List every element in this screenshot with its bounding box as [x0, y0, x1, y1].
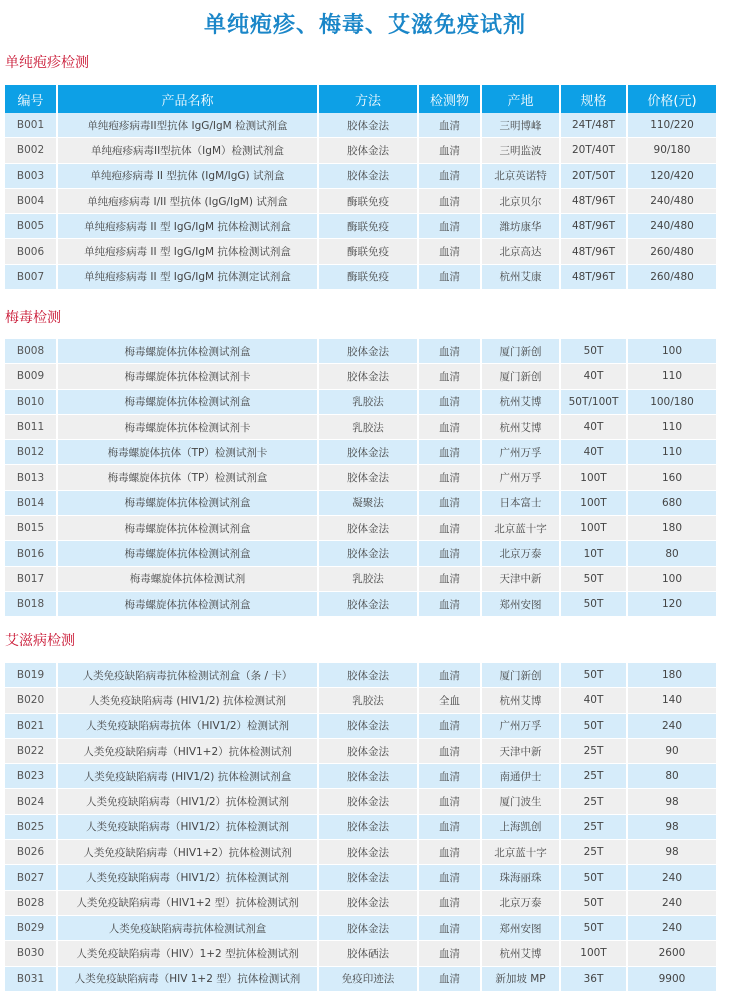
cell-price: 260/480: [628, 239, 718, 264]
cell-origin: 郑州安图: [482, 916, 561, 941]
cell-specimen: 血清: [419, 865, 482, 890]
cell-specimen: 血清: [419, 764, 482, 789]
cell-origin: 厦门新创: [482, 364, 561, 389]
cell-id: B001: [5, 113, 58, 138]
cell-method: 胶体金法: [319, 592, 419, 617]
cell-specimen: 血清: [419, 113, 482, 138]
cell-product-name: 单纯疱疹病毒 II 型抗体 (IgM/IgG) 试剂盒: [58, 164, 319, 189]
cell-price: 240/480: [628, 214, 718, 239]
cell-specimen: 血清: [419, 364, 482, 389]
cell-spec: 50T: [561, 663, 628, 688]
cell-origin: 杭州艾博: [482, 941, 561, 966]
cell-spec: 25T: [561, 789, 628, 814]
cell-origin: 天津中新: [482, 739, 561, 764]
cell-product-name: 人类免疫缺陷病毒（HIV 1+2 型）抗体检测试剂: [58, 967, 319, 992]
header-id: 编号: [5, 85, 58, 113]
cell-price: 140: [628, 688, 718, 713]
cell-price: 120/420: [628, 164, 718, 189]
cell-product-name: 单纯疱疹病毒 II 型 IgG/IgM 抗体检测试剂盒: [58, 214, 319, 239]
cell-origin: 杭州艾博: [482, 415, 561, 440]
cell-origin: 三明监波: [482, 138, 561, 163]
cell-id: B005: [5, 214, 58, 239]
cell-price: 110: [628, 440, 718, 465]
table-row: [5, 840, 718, 865]
table-row: [5, 364, 718, 389]
cell-product-name: 梅毒螺旋体抗体检测试剂盒: [58, 390, 319, 415]
cell-id: B029: [5, 916, 58, 941]
cell-spec: 40T: [561, 440, 628, 465]
cell-origin: 广州万孚: [482, 440, 561, 465]
table-row: [5, 567, 718, 592]
table-row: [5, 113, 718, 138]
cell-id: B028: [5, 891, 58, 916]
cell-product-name: 人类免疫缺陷病毒（HIV1/2）抗体检测试剂: [58, 815, 319, 840]
cell-origin: 郑州安图: [482, 592, 561, 617]
cell-method: 胶体金法: [319, 364, 419, 389]
table-header-row: [5, 85, 718, 113]
cell-price: 180: [628, 516, 718, 541]
cell-product-name: 人类免疫缺陷病毒抗体（HIV1/2）检测试剂: [58, 714, 319, 739]
cell-id: B004: [5, 189, 58, 214]
cell-spec: 50T: [561, 592, 628, 617]
cell-specimen: 血清: [419, 491, 482, 516]
cell-method: 胶体金法: [319, 339, 419, 364]
cell-specimen: 血清: [419, 164, 482, 189]
section-title-aids: 艾滋病检测: [5, 633, 75, 649]
header-price: 价格(元): [628, 85, 718, 113]
cell-method: 胶体金法: [319, 815, 419, 840]
cell-specimen: 血清: [419, 189, 482, 214]
cell-product-name: 单纯疱疹病毒II型抗体 IgG/IgM 检测试剂盒: [58, 113, 319, 138]
cell-method: 胶体金法: [319, 465, 419, 490]
cell-id: B024: [5, 789, 58, 814]
cell-product-name: 梅毒螺旋体抗体检测试剂卡: [58, 415, 319, 440]
aids-table: [5, 663, 718, 992]
cell-product-name: 人类免疫缺陷病毒（HIV）1+2 型抗体检测试剂: [58, 941, 319, 966]
header-origin: 产地: [482, 85, 561, 113]
cell-method: 胶体金法: [319, 764, 419, 789]
cell-product-name: 梅毒螺旋体抗体检测试剂盒: [58, 592, 319, 617]
cell-id: B003: [5, 164, 58, 189]
cell-spec: 50T/100T: [561, 390, 628, 415]
cell-origin: 北京高达: [482, 239, 561, 264]
cell-price: 80: [628, 764, 718, 789]
cell-price: 9900: [628, 967, 718, 992]
cell-specimen: 血清: [419, 138, 482, 163]
cell-origin: 杭州艾康: [482, 265, 561, 290]
cell-product-name: 人类免疫缺陷病毒 (HIV1/2) 抗体检测试剂: [58, 688, 319, 713]
cell-method: 胶体金法: [319, 840, 419, 865]
cell-specimen: 血清: [419, 239, 482, 264]
table-row: [5, 214, 718, 239]
cell-id: B019: [5, 663, 58, 688]
cell-origin: 杭州艾博: [482, 688, 561, 713]
cell-specimen: 血清: [419, 891, 482, 916]
cell-method: 酶联免疫: [319, 189, 419, 214]
cell-origin: 天津中新: [482, 567, 561, 592]
cell-spec: 25T: [561, 815, 628, 840]
cell-product-name: 梅毒螺旋体抗体检测试剂盒: [58, 516, 319, 541]
hsv-table: [5, 85, 718, 290]
header-method: 方法: [319, 85, 419, 113]
syphilis-table: [5, 339, 718, 617]
cell-id: B023: [5, 764, 58, 789]
cell-spec: 100T: [561, 491, 628, 516]
cell-method: 酶联免疫: [319, 214, 419, 239]
cell-specimen: 全血: [419, 688, 482, 713]
cell-price: 90/180: [628, 138, 718, 163]
cell-specimen: 血清: [419, 592, 482, 617]
cell-product-name: 梅毒螺旋体抗体检测试剂盒: [58, 339, 319, 364]
cell-origin: 厦门波生: [482, 789, 561, 814]
cell-price: 110: [628, 415, 718, 440]
cell-spec: 48T/96T: [561, 189, 628, 214]
header-product-name: 产品名称: [58, 85, 319, 113]
cell-id: B007: [5, 265, 58, 290]
cell-spec: 50T: [561, 891, 628, 916]
cell-id: B030: [5, 941, 58, 966]
table-row: [5, 688, 718, 713]
cell-id: B002: [5, 138, 58, 163]
cell-id: B015: [5, 516, 58, 541]
cell-spec: 100T: [561, 516, 628, 541]
section-title-syphilis: 梅毒检测: [5, 310, 61, 326]
cell-price: 240: [628, 891, 718, 916]
cell-product-name: 梅毒螺旋体抗体检测试剂卡: [58, 364, 319, 389]
cell-method: 凝聚法: [319, 491, 419, 516]
cell-spec: 40T: [561, 364, 628, 389]
cell-product-name: 梅毒螺旋体抗体检测试剂: [58, 567, 319, 592]
table-row: [5, 815, 718, 840]
table-row: [5, 663, 718, 688]
cell-price: 240: [628, 916, 718, 941]
cell-method: 胶体硒法: [319, 941, 419, 966]
cell-specimen: 血清: [419, 967, 482, 992]
cell-specimen: 血清: [419, 541, 482, 566]
cell-spec: 25T: [561, 739, 628, 764]
table-row: [5, 465, 718, 490]
table-row: [5, 339, 718, 364]
table-row: [5, 440, 718, 465]
header-specimen: 检测物: [419, 85, 482, 113]
cell-method: 胶体金法: [319, 164, 419, 189]
cell-origin: 北京蓝十字: [482, 516, 561, 541]
cell-price: 680: [628, 491, 718, 516]
cell-price: 80: [628, 541, 718, 566]
cell-origin: 上海凯创: [482, 815, 561, 840]
cell-specimen: 血清: [419, 415, 482, 440]
table-row: [5, 941, 718, 966]
cell-price: 240: [628, 865, 718, 890]
cell-specimen: 血清: [419, 739, 482, 764]
table-row: [5, 865, 718, 890]
cell-price: 98: [628, 789, 718, 814]
cell-method: 乳胶法: [319, 415, 419, 440]
cell-price: 98: [628, 815, 718, 840]
cell-spec: 25T: [561, 840, 628, 865]
cell-origin: 北京万泰: [482, 891, 561, 916]
cell-spec: 100T: [561, 465, 628, 490]
cell-method: 胶体金法: [319, 891, 419, 916]
cell-method: 胶体金法: [319, 541, 419, 566]
cell-product-name: 人类免疫缺陷病毒（HIV1+2）抗体检测试剂: [58, 840, 319, 865]
cell-origin: 北京英诺特: [482, 164, 561, 189]
cell-method: 免疫印迹法: [319, 967, 419, 992]
cell-spec: 25T: [561, 764, 628, 789]
cell-id: B031: [5, 967, 58, 992]
cell-product-name: 人类免疫缺陷病毒（HIV1+2）抗体检测试剂: [58, 739, 319, 764]
cell-id: B008: [5, 339, 58, 364]
cell-product-name: 梅毒螺旋体抗体检测试剂盒: [58, 541, 319, 566]
table-row: [5, 891, 718, 916]
cell-id: B014: [5, 491, 58, 516]
cell-product-name: 单纯疱疹病毒 I/II 型抗体 (IgG/IgM) 试剂盒: [58, 189, 319, 214]
cell-method: 胶体金法: [319, 865, 419, 890]
cell-spec: 48T/96T: [561, 214, 628, 239]
cell-spec: 48T/96T: [561, 265, 628, 290]
cell-specimen: 血清: [419, 663, 482, 688]
table-row: [5, 714, 718, 739]
cell-method: 胶体金法: [319, 440, 419, 465]
cell-spec: 20T/40T: [561, 138, 628, 163]
cell-product-name: 梅毒螺旋体抗体检测试剂盒: [58, 491, 319, 516]
page-title: 单纯疱疹、梅毒、艾滋免疫试剂: [203, 13, 526, 38]
cell-origin: 广州万孚: [482, 465, 561, 490]
cell-price: 110: [628, 364, 718, 389]
cell-product-name: 单纯疱疹病毒 II 型 IgG/IgM 抗体检测试剂盒: [58, 239, 319, 264]
cell-spec: 50T: [561, 714, 628, 739]
cell-method: 胶体金法: [319, 663, 419, 688]
cell-specimen: 血清: [419, 390, 482, 415]
cell-specimen: 血清: [419, 789, 482, 814]
cell-product-name: 人类免疫缺陷病毒（HIV1/2）抗体检测试剂: [58, 865, 319, 890]
cell-price: 160: [628, 465, 718, 490]
cell-price: 100/180: [628, 390, 718, 415]
cell-origin: 潍坊康华: [482, 214, 561, 239]
cell-product-name: 单纯疱疹病毒II型抗体（IgM）检测试剂盒: [58, 138, 319, 163]
cell-price: 2600: [628, 941, 718, 966]
cell-id: B006: [5, 239, 58, 264]
table-row: [5, 415, 718, 440]
cell-price: 110/220: [628, 113, 718, 138]
cell-specimen: 血清: [419, 516, 482, 541]
cell-spec: 10T: [561, 541, 628, 566]
cell-method: 胶体金法: [319, 714, 419, 739]
cell-origin: 厦门新创: [482, 339, 561, 364]
cell-origin: 北京万泰: [482, 541, 561, 566]
cell-price: 180: [628, 663, 718, 688]
cell-spec: 50T: [561, 567, 628, 592]
cell-price: 260/480: [628, 265, 718, 290]
cell-method: 酶联免疫: [319, 265, 419, 290]
cell-product-name: 人类免疫缺陷病毒（HIV1/2）抗体检测试剂: [58, 789, 319, 814]
cell-specimen: 血清: [419, 714, 482, 739]
cell-spec: 40T: [561, 688, 628, 713]
section-title-hsv: 单纯疱疹检测: [5, 55, 89, 71]
cell-product-name: 人类免疫缺陷病毒抗体检测试剂盒: [58, 916, 319, 941]
cell-origin: 北京蓝十字: [482, 840, 561, 865]
table-row: [5, 592, 718, 617]
cell-method: 乳胶法: [319, 567, 419, 592]
cell-method: 乳胶法: [319, 688, 419, 713]
cell-id: B010: [5, 390, 58, 415]
cell-origin: 三明博峰: [482, 113, 561, 138]
cell-specimen: 血清: [419, 840, 482, 865]
cell-method: 胶体金法: [319, 739, 419, 764]
cell-origin: 珠海丽珠: [482, 865, 561, 890]
cell-product-name: 人类免疫缺陷病毒抗体检测试剂盒（条 / 卡）: [58, 663, 319, 688]
cell-origin: 北京贝尔: [482, 189, 561, 214]
cell-price: 120: [628, 592, 718, 617]
cell-specimen: 血清: [419, 916, 482, 941]
table-row: [5, 916, 718, 941]
cell-method: 乳胶法: [319, 390, 419, 415]
cell-specimen: 血清: [419, 567, 482, 592]
cell-price: 100: [628, 567, 718, 592]
cell-specimen: 血清: [419, 214, 482, 239]
header-spec: 规格: [561, 85, 628, 113]
cell-origin: 新加坡 MP: [482, 967, 561, 992]
table-row: [5, 491, 718, 516]
cell-specimen: 血清: [419, 440, 482, 465]
cell-product-name: 梅毒螺旋体抗体（TP）检测试剂盒: [58, 465, 319, 490]
cell-origin: 日本富士: [482, 491, 561, 516]
table-row: [5, 739, 718, 764]
cell-specimen: 血清: [419, 465, 482, 490]
cell-origin: 杭州艾博: [482, 390, 561, 415]
cell-id: B022: [5, 739, 58, 764]
cell-spec: 40T: [561, 415, 628, 440]
cell-spec: 36T: [561, 967, 628, 992]
cell-id: B027: [5, 865, 58, 890]
cell-specimen: 血清: [419, 815, 482, 840]
table-row: [5, 138, 718, 163]
table-row: [5, 967, 718, 992]
cell-spec: 50T: [561, 865, 628, 890]
cell-product-name: 人类免疫缺陷病毒（HIV1+2 型）抗体检测试剂: [58, 891, 319, 916]
table-row: [5, 541, 718, 566]
cell-method: 胶体金法: [319, 789, 419, 814]
cell-id: B013: [5, 465, 58, 490]
cell-price: 100: [628, 339, 718, 364]
cell-origin: 南通伊士: [482, 764, 561, 789]
table-row: [5, 390, 718, 415]
cell-id: B020: [5, 688, 58, 713]
cell-id: B021: [5, 714, 58, 739]
cell-spec: 50T: [561, 916, 628, 941]
cell-origin: 广州万孚: [482, 714, 561, 739]
cell-specimen: 血清: [419, 265, 482, 290]
cell-product-name: 单纯疱疹病毒 II 型 IgG/IgM 抗体测定试剂盒: [58, 265, 319, 290]
cell-spec: 24T/48T: [561, 113, 628, 138]
cell-id: B011: [5, 415, 58, 440]
cell-product-name: 梅毒螺旋体抗体（TP）检测试剂卡: [58, 440, 319, 465]
cell-id: B017: [5, 567, 58, 592]
cell-specimen: 血清: [419, 339, 482, 364]
table-row: [5, 764, 718, 789]
cell-price: 90: [628, 739, 718, 764]
cell-specimen: 血清: [419, 941, 482, 966]
cell-method: 胶体金法: [319, 113, 419, 138]
cell-spec: 100T: [561, 941, 628, 966]
cell-spec: 50T: [561, 339, 628, 364]
cell-id: B016: [5, 541, 58, 566]
cell-origin: 厦门新创: [482, 663, 561, 688]
table-row: [5, 265, 718, 290]
cell-price: 240/480: [628, 189, 718, 214]
cell-id: B012: [5, 440, 58, 465]
table-row: [5, 239, 718, 264]
cell-method: 胶体金法: [319, 138, 419, 163]
table-row: [5, 164, 718, 189]
cell-price: 98: [628, 840, 718, 865]
cell-id: B009: [5, 364, 58, 389]
table-row: [5, 789, 718, 814]
cell-id: B025: [5, 815, 58, 840]
table-row: [5, 189, 718, 214]
cell-spec: 48T/96T: [561, 239, 628, 264]
cell-spec: 20T/50T: [561, 164, 628, 189]
cell-product-name: 人类免疫缺陷病毒 (HIV1/2) 抗体检测试剂盒: [58, 764, 319, 789]
cell-method: 胶体金法: [319, 916, 419, 941]
cell-id: B026: [5, 840, 58, 865]
cell-method: 酶联免疫: [319, 239, 419, 264]
cell-method: 胶体金法: [319, 516, 419, 541]
table-row: [5, 516, 718, 541]
cell-price: 240: [628, 714, 718, 739]
cell-id: B018: [5, 592, 58, 617]
